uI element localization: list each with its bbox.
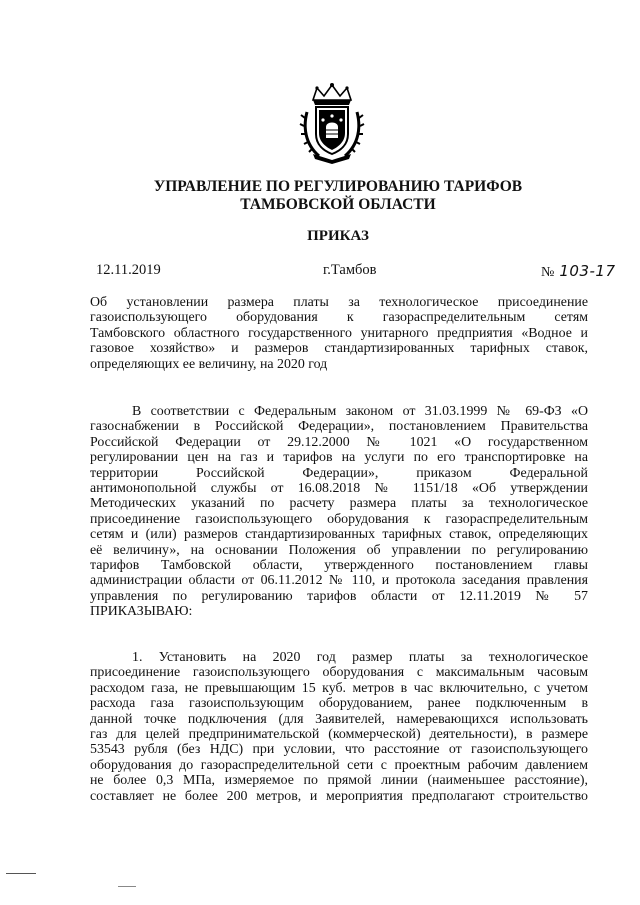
preamble-line: её величину», на основании Положения об управлении по регулированию xyxy=(90,542,588,558)
point-line: 53543 рубля (без НДС) при условии, что расстояние от газоиспользующего xyxy=(90,742,588,758)
preamble-line: Российской Федерации от 29.12.2000 № 1021 «О государственном xyxy=(90,434,588,450)
order-date: 12.11.2019 xyxy=(96,262,161,278)
subject-line: газоиспользующего оборудования к газораспределительным сетям xyxy=(90,310,588,326)
point-line: оборудования до газораспределительной сети с проектным рабочим давлением xyxy=(90,757,588,773)
point-line: данной точке подключения (для Заявителей, намеревающихся использовать xyxy=(90,711,588,727)
order-number xyxy=(541,262,616,281)
footer-mark xyxy=(118,886,136,887)
point-line: не более 0,3 МПа, измеряемое по прямой линии (наименьшее расстояние), xyxy=(90,773,588,789)
point-line: 1. Установить на 2020 год размер платы за технологическое xyxy=(132,650,588,665)
issuer-title-line-1: УПРАВЛЕНИЕ ПО РЕГУЛИРОВАНИЮ ТАРИФОВ xyxy=(153,178,523,195)
issuer-title-line-2: ТАМБОВСКОЙ ОБЛАСТИ xyxy=(240,196,436,213)
subject-line: Тамбовского областного государственного унитарного предприятия «Водное и xyxy=(90,325,588,341)
point-line: присоединение газоиспользующего оборудования с максимальным часовым xyxy=(90,665,588,681)
point-line: расходом газа, не превышающим 15 куб. метров в час включительно, с учетом xyxy=(90,680,588,696)
document-type: ПРИКАЗ xyxy=(307,228,369,244)
preamble-line: Методических указаний по расчету размера платы за технологическое xyxy=(90,496,588,512)
margin-rule xyxy=(6,873,36,874)
subject-line: Об установлении размера платы за технологическое присоединение xyxy=(90,295,588,310)
subject-line: газовое хозяйство» и размеров стандартизированных тарифных ставок, xyxy=(90,341,588,357)
preamble-line: антимонопольной службы от 16.08.2018 № 1151/18 «Об утверждении xyxy=(90,481,588,497)
preamble-line: газоснабжении в Российской Федерации», постановлением Правительства xyxy=(90,419,588,435)
handwritten-number: 103-17 xyxy=(559,262,616,280)
preamble-line: тарифов Тамбовской области, утвержденного постановлением главы xyxy=(90,558,588,574)
preamble-line: администрации области от 06.11.2012 № 110, и протокола заседания правления xyxy=(90,573,588,589)
preamble-line: регулировании цен на газ и тарифов на услуги по его транспортировке на xyxy=(90,450,588,466)
preamble-line: управления по регулированию тарифов области от 12.11.2019 № 57 xyxy=(90,588,588,604)
preamble-line: сетям и (или) размеров стандартизированных тарифных ставок, определяющих xyxy=(90,527,588,543)
preamble-line: территории Российской Федерации», приказом Федеральной xyxy=(90,465,588,481)
order-directive: ПРИКАЗЫВАЮ: xyxy=(90,604,193,620)
point-line: газ для целей предпринимательской (коммерческой) деятельности), в размере xyxy=(90,727,588,743)
order-subject xyxy=(90,295,588,372)
order-city: г.Тамбов xyxy=(323,262,377,278)
subject-line: определяющих ее величину, на 2020 год xyxy=(90,356,328,372)
preamble-paragraph xyxy=(90,404,588,620)
point-line: расхода газа газоиспользующим оборудованием, ранее подключенным в xyxy=(90,696,588,712)
point-line: составляет не более 200 метров, и мероприятия предполагают строительство xyxy=(90,788,588,804)
preamble-line: В соответствии с Федеральным законом от 31.03.1999 № 69-ФЗ «О xyxy=(132,404,588,419)
order-point-1 xyxy=(90,650,588,804)
number-sign: № xyxy=(541,265,555,280)
preamble-line: присоединение газоиспользующего оборудования к газораспределительным xyxy=(90,511,588,527)
coat-of-arms-icon xyxy=(299,82,365,164)
